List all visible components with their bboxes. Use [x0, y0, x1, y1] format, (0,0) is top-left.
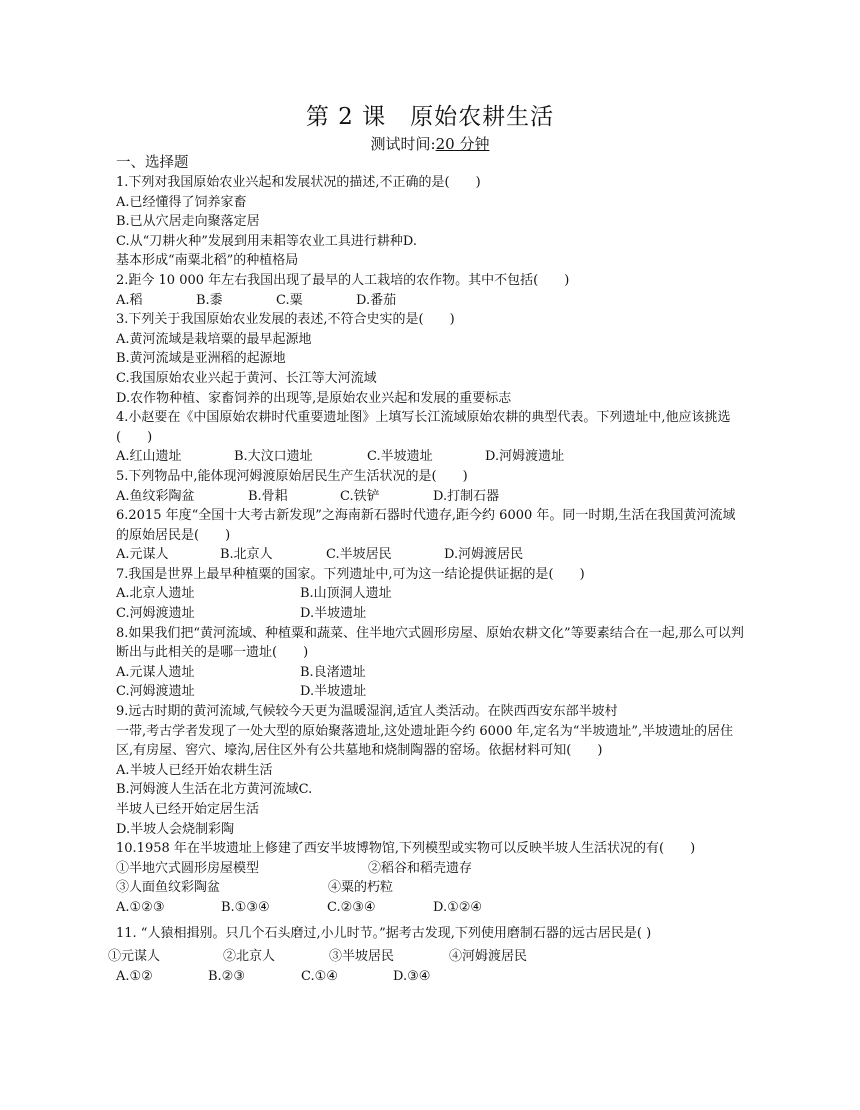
item: ③人面鱼纹彩陶盆 — [116, 880, 221, 896]
question-2: 2.距今 10 000 年左右我国出现了最早的人工栽培的农作物。其中不包括( ) — [116, 272, 570, 288]
option: A.黄河流域是栽培粟的最早起源地 — [116, 331, 312, 347]
option: A.元谋人遗址 — [116, 664, 195, 680]
question-list — [108, 154, 746, 986]
option: B.良渚遗址 — [300, 664, 366, 680]
question-6: 6.2015 年度“全国十大考古新发现”之海南新石器时代遗存,距今约 6000 年。同一时期,生活在我国黄河流域的原始居民是( ) — [116, 508, 736, 543]
section-heading: 一、选择题 — [116, 155, 189, 171]
option: C.我国原始农业兴起于黄河、长江等大河流域 — [116, 370, 377, 386]
question-7: 7.我国是世界上最早种植粟的国家。下列遗址中,可为这一结论提供证据的是( ) — [116, 566, 585, 582]
option: A.元谋人 — [116, 547, 169, 563]
option: B.黍 — [196, 292, 223, 308]
option: C.粟 — [276, 292, 303, 308]
option: 基本形成“南粟北稻”的种植格局 — [116, 253, 299, 269]
option: C.铁铲 — [340, 488, 380, 504]
option: D.半坡遗址 — [300, 606, 367, 622]
item: ②北京人 — [223, 949, 276, 965]
option: C.河姆渡遗址 — [116, 684, 195, 700]
item: ③半坡居民 — [329, 949, 395, 965]
option: D.①②④ — [433, 899, 483, 915]
option: D.河姆渡居民 — [444, 547, 524, 563]
item: ②稻谷和稻壳遗存 — [368, 860, 473, 876]
option: D.番茄 — [356, 292, 397, 308]
question-3: 3.下列关于我国原始农业发展的表述,不符合史实的是( ) — [116, 312, 455, 328]
test-time-label: 测试时间: — [370, 135, 436, 153]
option: B.黄河流域是亚洲稻的起源地 — [116, 351, 286, 367]
option: B.河姆渡人生活在北方黄河流域C. — [116, 782, 313, 798]
question-4: 4.小赵要在《中国原始农耕时代重要遗址图》上填写长江流域原始农耕的典型代表。下列遗址中,他应该挑选( ) — [116, 410, 731, 445]
options-row — [116, 682, 746, 702]
option: D.③④ — [393, 968, 431, 984]
option: C.从“刀耕火种”发展到用耒耜等农业工具进行耕种D. — [116, 233, 417, 249]
options-row — [116, 604, 746, 624]
option: A.北京人遗址 — [116, 586, 195, 602]
option: C.河姆渡遗址 — [116, 606, 195, 622]
option: C.①④ — [301, 968, 338, 984]
option: A.半坡人已经开始农耕生活 — [116, 762, 273, 778]
item: ①元谋人 — [108, 949, 161, 965]
option: C.半坡居民 — [326, 547, 392, 563]
option: B.已从穴居走向聚落定居 — [116, 214, 260, 230]
option: B.②③ — [208, 968, 245, 984]
options-row — [116, 967, 746, 987]
option: B.①③④ — [221, 899, 270, 915]
test-time — [0, 133, 860, 154]
option: A.①② — [116, 968, 153, 984]
options-row — [116, 584, 746, 604]
items-row — [108, 947, 746, 967]
question-10: 10.1958 年在半坡遗址上修建了西安半坡博物馆,下列模型或实物可以反映半坡人生活状况的有( ) — [116, 841, 696, 857]
option: D.半坡人会烧制彩陶 — [116, 821, 235, 837]
option: B.大汶口遗址 — [234, 449, 313, 465]
question-9: 9.远古时期的黄河流域,气候较今天更为温暖湿润,适宜人类活动。在陕西西安东部半坡村 — [116, 704, 618, 720]
question-1: 1.下列对我国原始农业兴起和发展状况的描述,不正确的是( ) — [116, 175, 481, 190]
option: D.农作物种植、家畜饲养的出现等,是原始农业兴起和发展的重要标志 — [116, 390, 512, 406]
option: B.北京人 — [220, 547, 273, 563]
option: A.稻 — [116, 292, 143, 308]
option: D.打制石器 — [433, 488, 500, 504]
item: ④粟的朽粒 — [328, 880, 394, 896]
option: A.鱼纹彩陶盆 — [116, 488, 195, 504]
options-row — [116, 291, 746, 311]
items-row — [116, 878, 746, 898]
options-row — [116, 545, 746, 565]
items-row — [116, 859, 746, 879]
item: ④河姆渡居民 — [449, 949, 528, 965]
option: A.已经懂得了饲养家畜 — [116, 194, 247, 210]
question-8: 8.如果我们把“黄河流域、种植粟和蔬菜、住半地穴式圆形房屋、原始农耕文化”等要素结合在一起,那么可以判断出与此相关的是哪一遗址( ) — [116, 625, 744, 661]
option: C.半坡遗址 — [367, 449, 433, 465]
option: C.②③④ — [327, 899, 376, 915]
page-title: 第 2 课 原始农耕生活 — [305, 104, 555, 130]
option: B.山顶洞人遗址 — [300, 586, 392, 602]
item: ①半地穴式圆形房屋模型 — [116, 860, 260, 876]
option: 半坡人已经开始定居生活 — [116, 802, 260, 817]
option: D.半坡遗址 — [300, 684, 367, 700]
options-row — [116, 663, 746, 683]
question-5: 5.下列物品中,能体现河姆渡原始居民生产生活状况的是( ) — [116, 468, 468, 484]
test-time-value: 20 分钟 — [435, 135, 490, 153]
options-row — [116, 447, 746, 467]
question-9-material: 一带,考古学者发现了一处大型的原始聚落遗址,这处遗址距今约 6000 年,定名为“半坡遗址”,半坡遗址的居住区,有房屋、窖穴、壕沟,居住区外有公共墓地和烧制陶器的窑场。依据材料可知( ) — [116, 723, 734, 759]
option: A.红山遗址 — [116, 449, 182, 465]
options-row — [116, 487, 746, 507]
option: D.河姆渡遗址 — [485, 449, 565, 465]
option: B.骨耜 — [248, 488, 288, 504]
question-11: 11. “人猿相揖别。只几个石头磨过,小儿时节。”据考古发现,下列使用磨制石器的远古居民是( ) — [116, 925, 652, 941]
option: A.①②③ — [116, 899, 165, 915]
options-row — [116, 898, 746, 918]
